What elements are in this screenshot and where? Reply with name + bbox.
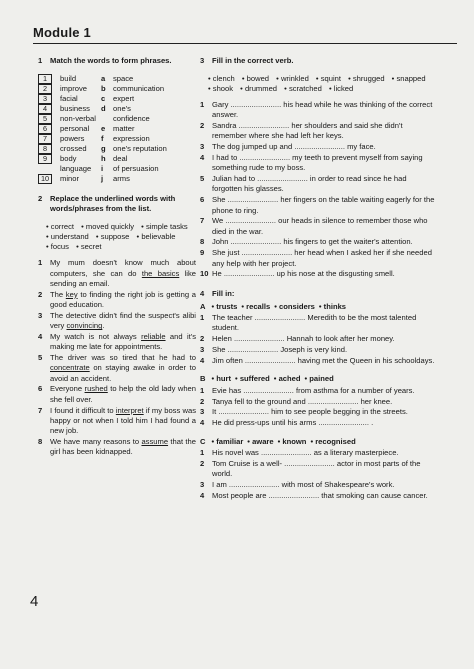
- group-spacer: [200, 502, 438, 508]
- word-bank-item: • secret: [76, 242, 101, 251]
- exercise-item: [200, 142, 438, 152]
- match-letter: g: [101, 144, 106, 154]
- item-text: We ........................ our heads in silence to remember those who died in the war.: [212, 216, 428, 236]
- word-bank-item: • drummed: [240, 84, 277, 93]
- item-text: and it's making me late for appointments.: [50, 332, 196, 352]
- item-text: His novel was ........................ as a literary masterpiece.: [212, 448, 399, 458]
- match-word: body: [60, 154, 77, 164]
- exercise-item: [200, 459, 438, 480]
- exercise-item: [38, 384, 196, 405]
- item-text: like sending an email.: [50, 268, 196, 289]
- page-number: 4: [30, 593, 39, 610]
- left-column: [38, 56, 196, 458]
- match-phrase: confidence: [113, 113, 150, 123]
- match-phrase: space: [113, 73, 134, 83]
- match-word: facial: [60, 93, 78, 103]
- exercise-item: [38, 290, 196, 311]
- item-number: 4: [200, 418, 205, 428]
- exercise-item: [200, 334, 438, 344]
- item-text: Evie has ........................ from asthma for a number of years.: [212, 385, 415, 395]
- exercise-item: [38, 406, 196, 437]
- item-text: Jim often ........................ having met the Queen in his schooldays.: [212, 355, 435, 365]
- exercise-number: 4: [200, 289, 205, 299]
- item-text: My mum doesn't know much about computers, she can do: [50, 258, 196, 278]
- item-text: The dog jumped up and ........................ my face.: [212, 142, 376, 152]
- item-number: 10: [200, 269, 209, 279]
- word-bank-item: • hurt: [211, 374, 231, 383]
- match-letter: [101, 114, 113, 124]
- item-text: She ........................ Joseph is very kind.: [212, 344, 348, 354]
- exercise-item: [200, 153, 438, 174]
- match-letter: j: [101, 174, 104, 184]
- item-number-box: 7: [38, 134, 52, 144]
- item-number: 2: [200, 396, 205, 406]
- item-text: Tom Cruise is a well- ........................ actor in most parts of the world.: [212, 459, 421, 479]
- match-letter: d: [101, 103, 106, 113]
- item-text: It ........................ him to see people begging in the streets.: [212, 407, 408, 417]
- item-number-box: 1: [38, 74, 52, 84]
- item-number: 1: [38, 258, 43, 268]
- match-word: minor: [60, 174, 79, 184]
- match-row: [38, 174, 196, 184]
- item-text: I had to ........................ my teeth to prevent myself from saying something rude to my boss.: [212, 153, 423, 173]
- exercise-item: [200, 313, 438, 334]
- word-bank-item: • trusts: [211, 302, 237, 311]
- exercise-item: [200, 269, 438, 279]
- item-number: 1: [200, 100, 205, 110]
- match-row: [38, 114, 196, 124]
- word-group-header: [200, 302, 438, 312]
- match-letter: h: [101, 154, 106, 164]
- item-number: 2: [200, 459, 205, 468]
- exercise-item: [200, 407, 438, 417]
- exercise-item: [200, 121, 438, 142]
- exercise-2-items: [38, 258, 196, 457]
- exercise-item: [200, 480, 438, 490]
- item-number: 2: [200, 121, 205, 131]
- item-text: that the girl has been kidnapped.: [50, 436, 196, 457]
- item-number: 1: [200, 385, 205, 395]
- exercise-item: [200, 356, 438, 366]
- item-text: She just ........................ her head when I asked her if she needed any help with her project.: [212, 248, 432, 268]
- word-bank-item: • pained: [305, 374, 334, 383]
- exercise-item: [200, 397, 438, 407]
- item-number: 3: [38, 310, 43, 320]
- item-number: 1: [200, 312, 205, 322]
- item-number: 5: [200, 174, 205, 184]
- word-bank-item: • thinks: [319, 302, 346, 311]
- item-number: 7: [38, 405, 43, 415]
- item-number: 4: [200, 355, 205, 365]
- word-bank-item: • focus: [46, 242, 69, 251]
- item-number-box: 9: [38, 154, 52, 164]
- item-text: Everyone: [50, 384, 85, 394]
- match-row: [38, 104, 196, 114]
- match-phrase: deal: [113, 154, 128, 164]
- item-text: The teacher ........................ Meredith to be the most talented student.: [212, 312, 417, 333]
- match-word: business: [60, 103, 90, 113]
- item-number: 1: [200, 448, 205, 458]
- exercise-item: [200, 491, 438, 501]
- item-number-box: 6: [38, 124, 52, 134]
- item-number: 4: [200, 490, 205, 500]
- exercise-item: [200, 237, 438, 247]
- exercise-3-title: [200, 56, 438, 67]
- match-row: [38, 144, 196, 154]
- item-number: 7: [200, 216, 205, 226]
- item-text: to finding the right job is getting a good education.: [50, 289, 196, 310]
- match-row: [38, 74, 196, 84]
- item-number-box: 4: [38, 104, 52, 114]
- exercise-4-title: [200, 289, 438, 300]
- exercise-instruction: Match the words to form phrases.: [50, 56, 172, 65]
- word-bank: [208, 74, 438, 95]
- exercise-item: [200, 345, 438, 355]
- word-bank-item: • snapped: [392, 74, 426, 83]
- item-number: 3: [200, 407, 205, 417]
- item-number-box: 10: [38, 174, 52, 184]
- word-bank-item: • suppose: [96, 232, 130, 241]
- word-bank-item: • understand: [46, 232, 89, 241]
- exercise-item: [38, 353, 196, 384]
- item-text: He ........................ up his nose at the disgusting smell.: [212, 269, 395, 279]
- item-text: on staying awake in order to avoid an accident.: [50, 363, 196, 383]
- match-phrase: of persuasion: [113, 164, 159, 174]
- match-row: [38, 134, 196, 144]
- exercise-item: [38, 437, 196, 458]
- word-bank-item: • correct: [46, 222, 74, 231]
- match-word: non-verbal: [60, 113, 96, 123]
- item-number: 3: [200, 142, 205, 152]
- exercise-item: [200, 174, 438, 195]
- word-bank-item: • suffered: [235, 374, 270, 383]
- exercise-2-title: [38, 194, 196, 215]
- exercise-item: [38, 258, 196, 289]
- item-text: .: [102, 321, 105, 331]
- match-phrase: expert: [113, 93, 135, 103]
- match-row: [38, 154, 196, 164]
- match-row: [38, 84, 196, 94]
- match-word: build: [60, 73, 77, 83]
- exercise-4-groups: [200, 302, 438, 508]
- item-text: Tanya fell to the ground and ........................ her knee.: [212, 396, 393, 406]
- item-number: 5: [38, 353, 43, 363]
- exercise-instruction: Fill in the correct verb.: [212, 56, 294, 65]
- match-row: [38, 124, 196, 134]
- exercise-3-items: [200, 100, 438, 280]
- item-number-box: 8: [38, 144, 52, 154]
- group-spacer: [200, 366, 438, 372]
- match-word: language: [60, 164, 92, 174]
- word-group-header: [200, 437, 438, 447]
- word-bank: [46, 222, 196, 253]
- item-number-box: 2: [38, 84, 52, 94]
- item-text: if my boss was happy or not when I told him I had found a new job.: [50, 405, 196, 436]
- word-bank-item: • scratched: [284, 84, 322, 93]
- matching-table: [38, 74, 196, 185]
- match-letter: a: [101, 73, 106, 83]
- item-text: Sandra ........................ her shoulders and said she didn't remember where she had left her keys.: [212, 121, 403, 141]
- exercise-instruction: Replace the underlined words with words/phrases from the list.: [50, 193, 176, 214]
- word-bank-item: • considers: [274, 302, 315, 311]
- match-word: personal: [60, 123, 90, 133]
- match-phrase: communication: [113, 83, 165, 93]
- item-text: Julian had to ........................ in order to read since he had forgotten his glasses.: [212, 174, 407, 194]
- exercise-item: [200, 448, 438, 458]
- word-bank-item: • moved quickly: [81, 222, 134, 231]
- exercise-instruction: Fill in:: [212, 289, 235, 299]
- item-number: 3: [200, 480, 205, 490]
- item-text: Helen ........................ Hannah to look after her money.: [212, 334, 395, 344]
- match-word: improve: [60, 83, 88, 93]
- match-letter: b: [101, 83, 106, 93]
- item-text: I found it difficult to: [50, 405, 116, 415]
- match-phrase: one's reputation: [113, 144, 167, 154]
- match-letter: f: [101, 134, 104, 144]
- item-number: 6: [200, 195, 205, 205]
- group-letter: B: [200, 374, 206, 384]
- word-bank-item: • recognised: [310, 437, 355, 446]
- group-spacer: [200, 429, 438, 435]
- match-phrase: one's: [113, 103, 131, 113]
- underlined-phrase: convincing: [66, 321, 103, 331]
- word-group-header: [200, 374, 438, 384]
- item-text: The detective didn't find the suspect's alibi very: [50, 310, 196, 331]
- exercise-item: [38, 311, 196, 332]
- item-text: We have many reasons to: [50, 436, 142, 446]
- group-letter: A: [200, 301, 206, 311]
- underlined-phrase: the basics: [141, 268, 180, 278]
- item-text: Most people are ........................ that smoking can cause cancer.: [212, 490, 428, 500]
- item-text: to help the old lady when she fell over.: [50, 384, 196, 404]
- exercise-item: [200, 195, 438, 216]
- item-number: 9: [200, 248, 205, 258]
- exercise-item: [200, 418, 438, 428]
- item-number: 8: [38, 436, 43, 446]
- match-letter: c: [101, 93, 106, 103]
- item-number: 8: [200, 237, 205, 247]
- item-number: 4: [200, 153, 205, 163]
- underlined-phrase: rushed: [84, 384, 108, 394]
- match-phrase: expression: [113, 134, 150, 144]
- underlined-phrase: reliable: [141, 332, 166, 341]
- exercise-number: 2: [38, 193, 43, 203]
- word-bank-item: • clench: [208, 74, 235, 83]
- word-bank-item: • shook: [208, 84, 233, 93]
- match-phrase: arms: [113, 174, 130, 184]
- word-bank-item: • known: [278, 437, 307, 446]
- item-text: I am ........................ with most of Shakespeare's work.: [212, 480, 395, 490]
- underlined-phrase: key: [65, 289, 78, 299]
- header-rule: [33, 43, 457, 44]
- right-column: [200, 56, 438, 508]
- item-number: 3: [200, 344, 205, 354]
- match-row: [38, 94, 196, 104]
- word-bank-item: • wrinkled: [276, 74, 309, 83]
- item-text: She ........................ her fingers on the table waiting eagerly for the phone to ring.: [212, 195, 435, 215]
- underlined-phrase: concentrate: [50, 363, 90, 373]
- item-text: Gary ........................ his head while he was thinking of the correct answer.: [212, 100, 433, 120]
- page-title: Module 1: [33, 25, 91, 40]
- word-bank-item: • licked: [329, 84, 353, 93]
- word-bank-item: • familiar: [211, 437, 243, 446]
- item-number: 6: [38, 384, 43, 394]
- item-number: 2: [200, 334, 205, 344]
- item-text: The: [50, 289, 66, 299]
- match-letter: i: [101, 164, 104, 174]
- item-number-box: 3: [38, 94, 52, 104]
- exercise-number: 3: [200, 56, 205, 65]
- item-text: He did press-ups until his arms ........................ .: [212, 418, 374, 428]
- exercise-1-title: [38, 56, 196, 67]
- word-bank-item: • bowed: [242, 74, 269, 83]
- word-bank-item: • aware: [247, 437, 273, 446]
- word-bank-item: • shrugged: [348, 74, 384, 83]
- item-number: 2: [38, 289, 43, 299]
- match-word: powers: [60, 134, 85, 144]
- item-number-box: 5: [38, 114, 52, 124]
- match-row: [38, 164, 196, 174]
- word-bank-item: • simple tasks: [141, 222, 188, 231]
- exercise-item: [200, 100, 438, 121]
- group-letter: C: [200, 436, 206, 446]
- exercise-item: [200, 248, 438, 269]
- word-bank-item: • ached: [274, 374, 301, 383]
- item-text: The driver was so tired that he had to: [50, 353, 196, 363]
- item-text: My watch is not always: [50, 332, 142, 341]
- exercise-item: [200, 216, 438, 237]
- match-word: crossed: [60, 144, 87, 154]
- exercise-item: [38, 332, 196, 353]
- match-letter: e: [101, 123, 106, 133]
- word-bank-item: • recalls: [241, 302, 270, 311]
- item-text: John ........................ his fingers to get the waiter's attention.: [212, 237, 413, 247]
- match-phrase: matter: [113, 123, 135, 133]
- item-number: 4: [38, 332, 43, 341]
- exercise-item: [200, 386, 438, 396]
- underlined-phrase: interpret: [115, 405, 144, 415]
- word-bank-item: • squint: [316, 74, 341, 83]
- exercise-number: 1: [38, 56, 43, 65]
- word-bank-item: • believable: [137, 232, 176, 241]
- underlined-phrase: assume: [141, 436, 169, 446]
